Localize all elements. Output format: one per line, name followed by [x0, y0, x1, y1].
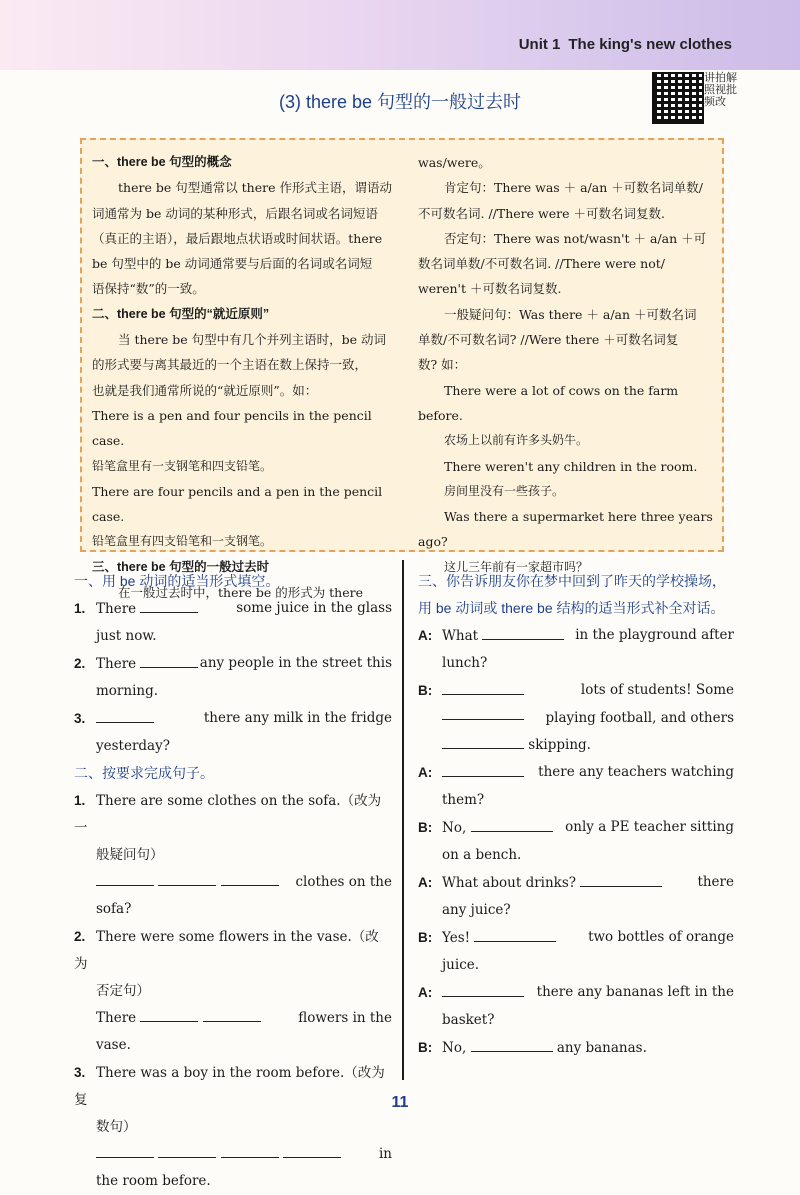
unit-label: Unit 1 — [518, 36, 561, 53]
answer-line: There flowers in the — [74, 1005, 392, 1032]
answer-blank[interactable] — [471, 1037, 553, 1052]
answer-blank[interactable] — [442, 762, 524, 777]
answer-line: clothes on the — [74, 869, 392, 896]
question: 3. There was a boy in the room before.（改为复 — [74, 1065, 385, 1108]
question-cont: morning. — [96, 683, 159, 699]
answer-blank[interactable] — [140, 598, 198, 613]
example-zh: 房间里没有一些孩子。 — [444, 483, 565, 498]
dialogue-line: B: No, only a PE teacher sitting — [418, 819, 734, 836]
question-cont: 否定句） — [96, 983, 150, 999]
answer-blank[interactable] — [96, 871, 154, 886]
notes-line: 数? 如： — [418, 357, 467, 373]
notes-line: 也就是我们通常所说的“就近原则”。如： — [92, 382, 318, 398]
notes-line: 当 there be 句型中有几个并列主语时，be 动词 — [118, 332, 387, 348]
notes-line: 肯定句：There was ＋ a/an ＋可数名词单数/ — [444, 180, 703, 196]
answer-blank[interactable] — [442, 982, 524, 997]
answer-blank[interactable] — [221, 871, 279, 886]
answer-blank[interactable] — [140, 653, 198, 668]
question: 2. There any people in the street this — [74, 655, 392, 672]
notes-heading-1: 一、there be 句型的概念 — [92, 155, 232, 169]
example-en: There is a pen and four pencils in the pencil case. — [92, 407, 372, 449]
notes-line: weren't ＋可数名词复数. — [418, 281, 562, 297]
dialogue-line: B: No, any bananas. — [418, 1034, 734, 1062]
column-divider — [402, 560, 404, 1080]
question-cont: just now. — [96, 628, 157, 644]
answer-blank[interactable] — [471, 817, 553, 832]
answer-blank[interactable] — [203, 1007, 261, 1022]
header-band — [0, 0, 800, 70]
answer-line: in — [74, 1141, 392, 1168]
exercise-right-column — [418, 568, 734, 1062]
notes-line: 在一般过去时中，there be 的形式为 there — [118, 585, 364, 601]
example-en: Was there a supermarket here three years — [444, 509, 713, 525]
answer-blank[interactable] — [221, 1143, 279, 1158]
dialogue-line: A: What about drinks? there — [418, 874, 734, 891]
question: 1. There are some clothes on the sofa.（改为一 — [74, 793, 382, 836]
notes-line: 一般疑问句：Was there ＋ a/an ＋可数名词 — [444, 306, 697, 322]
dialogue-cont: skipping. — [418, 732, 734, 759]
qr-label: 讲拍解照视批频改 — [704, 72, 737, 108]
part3-heading: 三、你告诉朋友你在梦中回到了昨天的学校操场， — [418, 573, 726, 589]
question: 2. There were some flowers in the vase.（改为 — [74, 929, 379, 972]
qr-code-icon[interactable] — [652, 72, 704, 124]
notes-left-column — [92, 150, 392, 605]
answer-blank[interactable] — [580, 872, 662, 887]
example-en: There were a lot of cows on the farm before. — [418, 382, 679, 423]
answer-blank[interactable] — [283, 1143, 341, 1158]
part1-heading: 一、用 be 动词的适当形式填空。 — [74, 573, 280, 589]
dialogue-cont: lunch? — [442, 655, 488, 671]
notes-right-column — [418, 150, 716, 580]
answer-blank[interactable] — [158, 871, 216, 886]
question: 1. There some juice in the glass — [74, 600, 392, 617]
dialogue-cont: them? — [442, 792, 485, 808]
answer-blank[interactable] — [474, 927, 556, 942]
answer-blank[interactable] — [158, 1143, 216, 1158]
part3-heading-cont: 用 be 动词或 there be 结构的适当形式补全对话。 — [418, 600, 725, 616]
dialogue-cont: playing football, and others — [418, 705, 734, 732]
dialogue-line: A: there any bananas left in the — [418, 984, 734, 1000]
question-cont: the room before. — [96, 1173, 211, 1189]
answer-blank[interactable] — [482, 625, 564, 640]
notes-line: 否定句：There was not/wasn't ＋ a/an ＋可 — [444, 230, 707, 246]
unit-title: The king's new clothes — [568, 36, 732, 53]
notes-heading-2: 二、there be 句型的“就近原则” — [92, 306, 270, 321]
example-zh: 农场上以前有许多头奶牛。 — [444, 433, 589, 448]
dialogue-line: B: lots of students! Some — [418, 682, 734, 698]
notes-line: there be 句型通常以 there 作形式主语，谓语动 — [118, 180, 392, 196]
example-zh: 铅笔盒里有四支铅笔和一支钢笔。 — [92, 534, 273, 549]
dialogue-line: A: What in the playground after — [418, 627, 734, 644]
question-cont: sofa? — [96, 901, 132, 917]
notes-line: 不可数名词. //There were ＋可数名词复数. — [418, 205, 665, 221]
example-en: There are four pencils and a pen in the pencil case. — [92, 483, 383, 525]
question-cont: 般疑问句） — [96, 847, 164, 863]
question-cont: vase. — [96, 1037, 131, 1053]
dialogue-cont: juice. — [442, 957, 480, 973]
notes-line: 词通常为 be 动词的某种形式，后跟名词或名词短语 — [92, 205, 378, 221]
answer-blank[interactable] — [442, 680, 524, 695]
notes-line: 的形式要与离其最近的一个主语在数上保持一致， — [92, 357, 368, 373]
example-en: There weren't any children in the room. — [444, 458, 698, 474]
answer-blank[interactable] — [442, 705, 524, 720]
answer-blank[interactable] — [96, 1143, 154, 1158]
example-zh: 这儿三年前有一家超市吗？ — [444, 559, 589, 574]
notes-line: 单数/不可数名词? //Were there ＋可数名词复 — [418, 332, 679, 348]
page-title: (3) there be 句型的一般过去时 — [278, 92, 522, 112]
question-cont: 数句） — [96, 1119, 137, 1135]
notes-line: 语保持“数”的一致。 — [92, 281, 205, 297]
notes-line: 数名词单数/不可数名词. //There were not/ — [418, 256, 665, 272]
dialogue-line: A: there any teachers watching — [418, 764, 734, 780]
dialogue-cont: on a bench. — [442, 847, 522, 863]
dialogue-cont: any juice? — [442, 902, 511, 918]
question-cont: yesterday? — [96, 738, 170, 754]
dialogue-cont: basket? — [442, 1012, 495, 1028]
part2-heading: 二、按要求完成句子。 — [74, 765, 214, 781]
notes-line: was/were。 — [418, 155, 491, 170]
dialogue-line: B: Yes! two bottles of orange — [418, 929, 734, 946]
question: 3. there any milk in the fridge — [74, 710, 392, 726]
example-en: ago? — [418, 534, 448, 550]
answer-blank[interactable] — [140, 1007, 198, 1022]
example-zh: 铅笔盒里有一支钢笔和四支铅笔。 — [92, 458, 273, 473]
notes-line: be 句型中的 be 动词通常要与后面的名词或名词短 — [92, 256, 373, 272]
notes-line: （真正的主语），最后跟地点状语或时间状语。there — [92, 230, 383, 246]
answer-blank[interactable] — [96, 708, 154, 723]
answer-blank[interactable] — [442, 734, 524, 749]
notes-heading-3: 三、there be 句型的一般过去时 — [92, 559, 270, 574]
page-number: 11 — [391, 1094, 409, 1111]
unit-header — [519, 36, 740, 53]
